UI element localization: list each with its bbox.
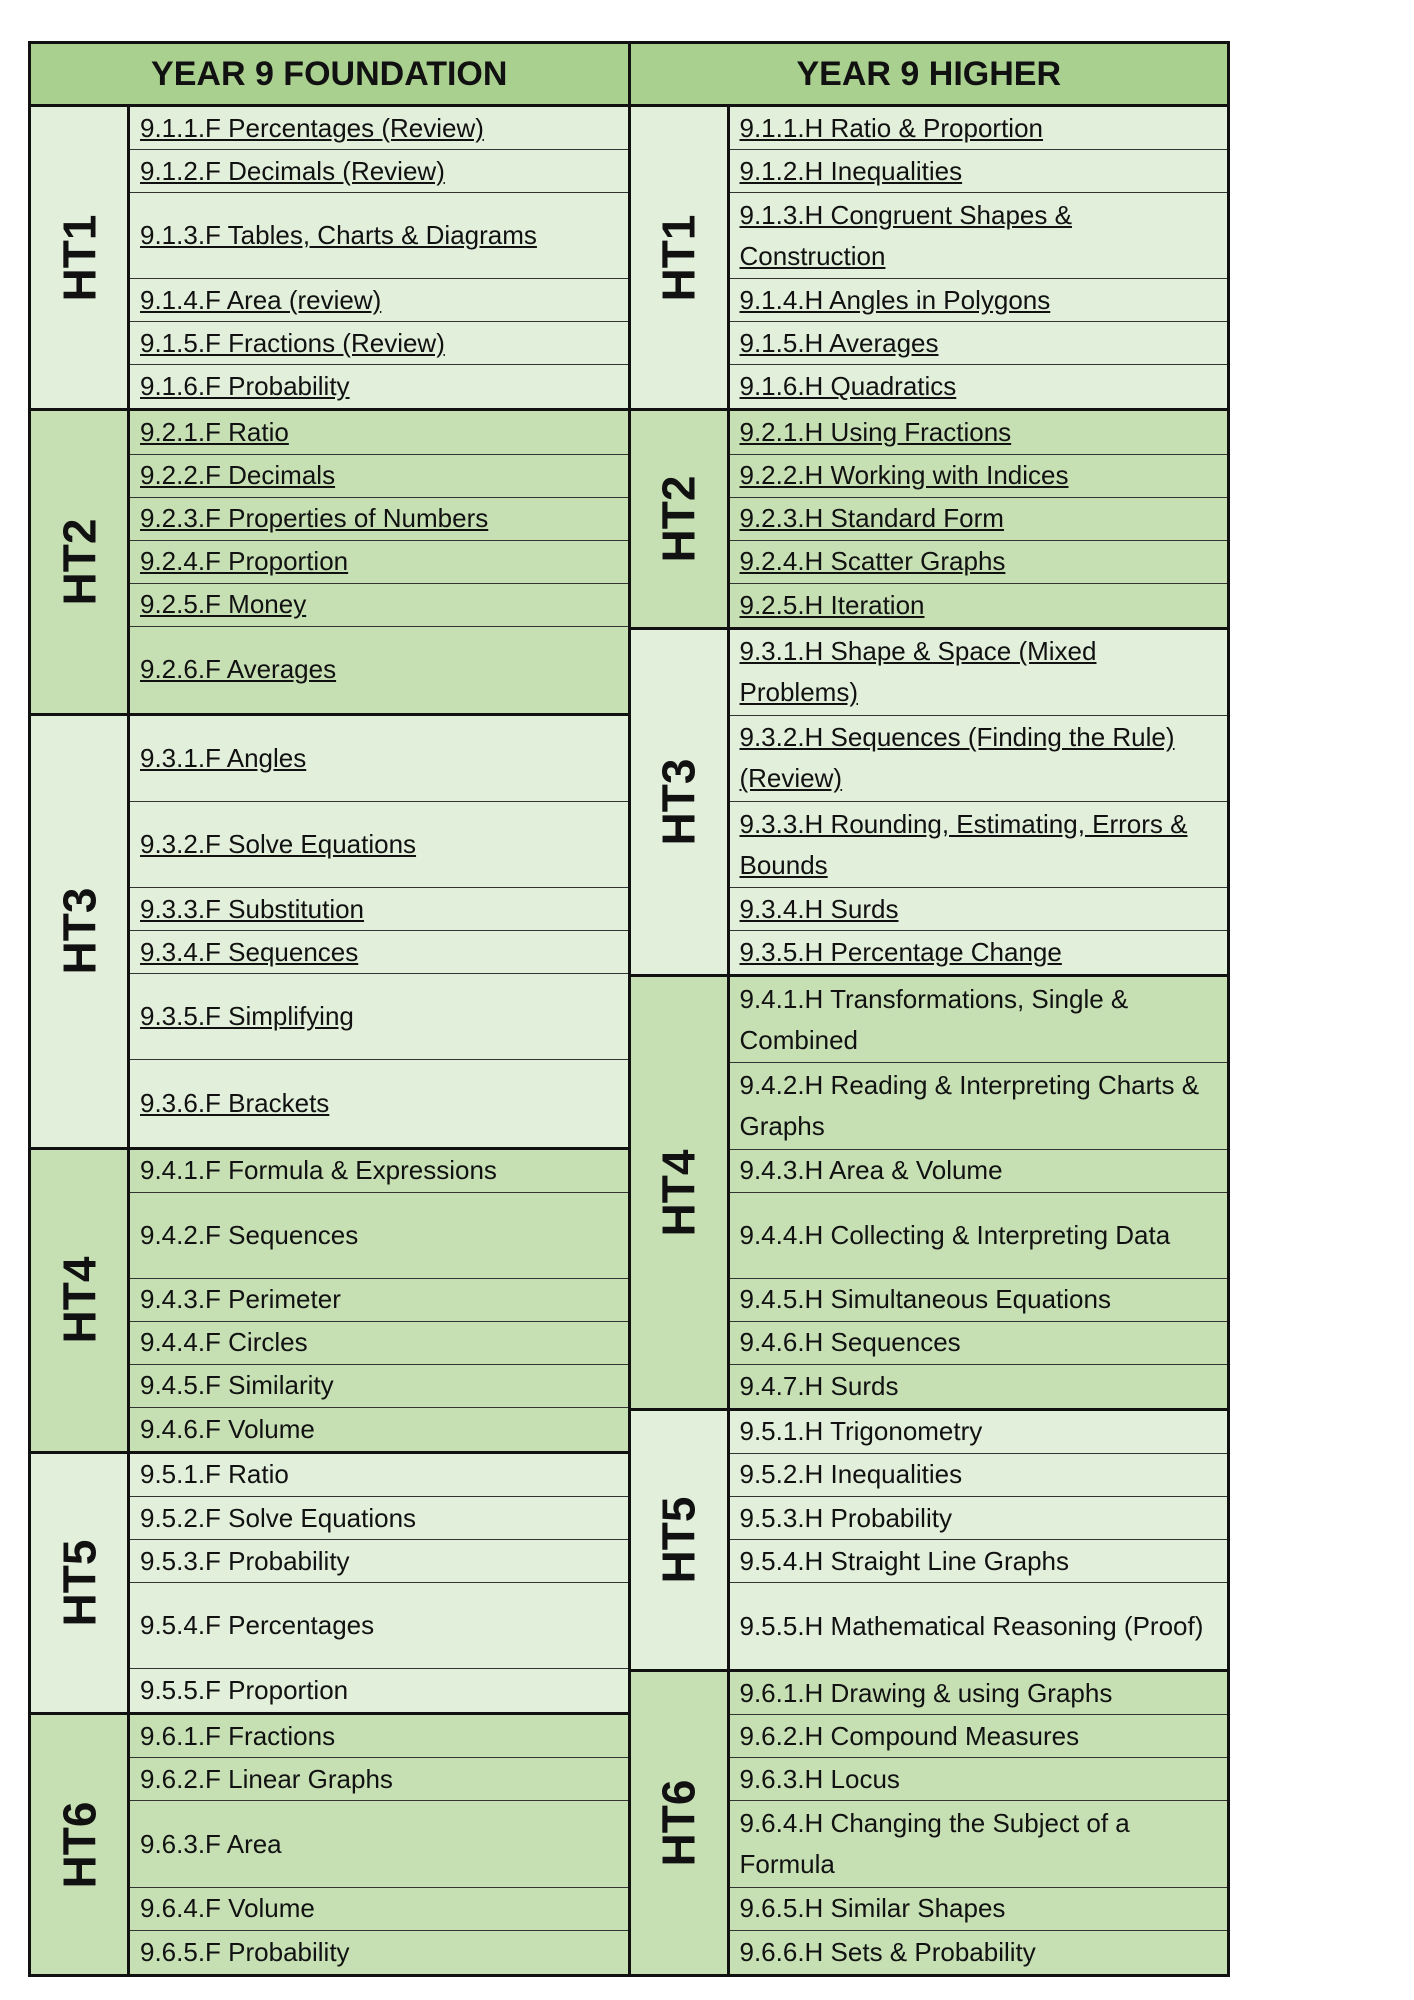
topic-link[interactable]: 9.2.4.F Proportion [140,546,349,577]
topic-row [130,888,628,931]
topic-row [730,365,1228,408]
topic-link[interactable]: 9.2.3.F Properties of Numbers [140,503,489,534]
topic-row [730,279,1228,322]
foundation-term-ht3 [31,716,628,1150]
topic-link[interactable]: 9.2.2.F Decimals [140,460,336,491]
higher-column [628,44,1228,1974]
topic-row [130,498,628,541]
topic-row [130,931,628,974]
topic-text: 9.5.2.F Solve Equations [140,1502,417,1533]
term-label: HT4 [652,1149,705,1237]
topic-link[interactable]: 9.1.2.H Inequalities [739,155,963,186]
topic-row [130,1322,628,1365]
topic-row [130,1583,628,1669]
topic-link[interactable]: 9.1.6.H Quadratics [739,371,957,402]
term-label: HT5 [53,1539,105,1627]
topic-text: 9.6.5.H Similar Shapes [739,1893,1006,1924]
topic-row [130,1408,628,1451]
topic-link[interactable]: 9.3.3.F Substitution [140,893,365,924]
topic-link[interactable]: 9.1.3.H Congruent Shapes & Construction [739,199,1072,271]
topic-row [130,1193,628,1279]
topic-row [130,1931,628,1974]
topic-link[interactable]: 9.2.6.F Averages [140,654,337,685]
topic-row [130,279,628,322]
topic-row [130,1150,628,1193]
topic-row [130,1365,628,1408]
term-label-cell [31,716,130,1147]
term-label-cell [31,1150,130,1451]
topic-text: 9.6.2.H Compound Measures [739,1720,1080,1751]
foundation-column [31,44,628,1974]
term-label: HT6 [53,1801,105,1888]
term-label-cell [631,1672,730,1973]
topic-row [730,1279,1228,1322]
topic-text: 9.5.3.F Probability [140,1545,350,1576]
topic-text: 9.6.4.F Volume [140,1893,315,1924]
topic-row [130,802,628,888]
higher-term-ht1 [631,107,1228,411]
topic-row [130,1801,628,1887]
topic-link[interactable]: 9.1.4.H Angles in Polygons [739,284,1051,315]
topic-row [730,1931,1228,1974]
topic-link[interactable]: 9.3.1.F Angles [140,742,307,773]
topic-text: 9.4.3.H Area & Volume [739,1155,1003,1186]
topic-row [130,1669,628,1712]
term-label-cell [31,107,130,408]
topic-link[interactable]: 9.1.4.F Area (review) [140,284,382,315]
topic-text: 9.4.6.F Volume [140,1413,315,1444]
topic-text: 9.4.7.H Surds [739,1370,899,1401]
term-label: HT2 [652,475,705,563]
topic-text: 9.5.2.H Inequalities [739,1459,963,1490]
term-label: HT2 [53,518,105,606]
term-label-cell [631,630,730,975]
topic-text: 9.4.4.H Collecting & Interpreting Data [739,1219,1171,1250]
term-label: HT3 [652,758,705,846]
topic-row [730,1193,1228,1279]
topic-row [130,974,628,1060]
topic-text: 9.5.4.H Straight Line Graphs [739,1545,1070,1576]
topic-row [730,411,1228,454]
topic-row [130,455,628,498]
topic-list [130,107,628,408]
topic-text: 9.5.4.F Percentages [140,1610,375,1641]
topic-row [730,1758,1228,1801]
topic-row [130,584,628,627]
topic-row [730,150,1228,193]
topic-row [130,627,628,713]
topic-row [730,1365,1228,1408]
topic-row [730,977,1228,1063]
term-label-cell [631,977,730,1408]
topic-row [730,1411,1228,1454]
topic-row [130,1497,628,1540]
topic-text: 9.6.1.F Fractions [140,1720,336,1751]
topic-row [130,1454,628,1497]
topic-text: 9.4.2.H Reading & Interpreting Charts & Graphs [739,1069,1200,1141]
topic-row [730,1888,1228,1931]
higher-term-ht4 [631,977,1228,1411]
term-label-cell [31,1715,130,1973]
topic-row [730,802,1228,888]
higher-term-ht3 [631,630,1228,978]
topic-link[interactable]: 9.3.4.F Sequences [140,936,359,967]
topic-list [730,630,1228,975]
topic-text: 9.6.6.H Sets & Probability [739,1936,1036,1967]
topic-row [730,1322,1228,1365]
topic-link[interactable]: 9.3.5.F Simplifying [140,1001,354,1032]
term-label: HT1 [53,214,105,302]
topic-link[interactable]: 9.1.6.F Probability [140,371,350,402]
term-label: HT6 [652,1779,705,1867]
topic-list [130,411,628,712]
topic-list [130,716,628,1147]
topic-link[interactable]: 9.2.5.F Money [140,589,307,620]
topic-row [130,1540,628,1583]
higher-term-ht2 [631,411,1228,629]
topic-link[interactable]: 9.1.2.F Decimals (Review) [140,155,445,186]
topic-text: 9.6.5.F Probability [140,1936,350,1967]
topic-link[interactable]: 9.1.5.F Fractions (Review) [140,327,445,358]
term-label: HT4 [53,1256,105,1344]
term-label-cell [631,411,730,626]
topic-row [130,716,628,802]
topic-link[interactable]: 9.2.4.H Scatter Graphs [739,546,1006,577]
topic-text: 9.5.1.F Ratio [140,1459,289,1490]
topic-list [730,1411,1228,1669]
topic-row [730,541,1228,584]
topic-text: 9.4.5.H Simultaneous Equations [739,1284,1111,1315]
topic-text: 9.6.3.F Area [140,1828,282,1859]
term-label-cell [31,411,130,712]
topic-row [730,1672,1228,1715]
topic-link[interactable]: 9.1.5.H Averages [739,327,939,358]
topic-list [730,977,1228,1408]
topic-text: 9.4.3.F Perimeter [140,1284,341,1315]
foundation-term-ht1 [31,107,628,411]
topic-row [730,1454,1228,1497]
topic-link[interactable]: 9.1.1.H Ratio & Proportion [739,112,1043,143]
topic-text: 9.4.2.F Sequences [140,1219,359,1250]
topic-row [130,1758,628,1801]
topic-link[interactable]: 9.2.5.H Iteration [739,589,925,620]
topic-link[interactable]: 9.3.3.H Rounding, Estimating, Errors & Bounds [739,808,1188,880]
topic-text: 9.6.1.H Drawing & using Graphs [739,1677,1113,1708]
topic-text: 9.4.1.F Formula & Expressions [140,1155,497,1186]
topic-row [730,498,1228,541]
topic-row [730,888,1228,931]
topic-row [730,1540,1228,1583]
term-label: HT5 [652,1496,705,1584]
topic-row [730,584,1228,627]
topic-row [730,1497,1228,1540]
topic-text: 9.4.5.F Similarity [140,1370,334,1401]
higher-term-ht6 [631,1672,1228,1973]
topic-row [730,107,1228,150]
topic-row [130,541,628,584]
topic-row [130,365,628,408]
topic-list [130,1715,628,1973]
term-label-cell [631,1411,730,1669]
topic-row [730,1063,1228,1149]
topic-row [730,455,1228,498]
topic-link[interactable]: 9.2.1.F Ratio [140,416,289,447]
topic-row [130,150,628,193]
term-label-cell [631,107,730,408]
topic-row [130,107,628,150]
topic-text: 9.4.1.H Transformations, Single & Combined [739,983,1129,1055]
foundation-term-ht2 [31,411,628,715]
topic-row [130,322,628,365]
topic-list [730,107,1228,408]
topic-list [730,411,1228,626]
topic-text: 9.5.1.H Trigonometry [739,1416,983,1447]
topic-link[interactable]: 9.2.2.H Working with Indices [739,460,1069,491]
topic-row [730,322,1228,365]
topic-row [730,193,1228,279]
topic-link[interactable]: 9.1.1.F Percentages (Review) [140,112,484,143]
foundation-header: YEAR 9 FOUNDATION [31,44,628,107]
topic-link[interactable]: 9.3.1.H Shape & Space (Mixed Problems) [739,636,1097,708]
topic-row [730,630,1228,716]
topic-row [130,193,628,279]
topic-text: 9.4.6.H Sequences [739,1327,961,1358]
topic-text: 9.5.5.F Proportion [140,1675,349,1706]
topic-link[interactable]: 9.3.2.H Sequences (Finding the Rule) (Review) [739,722,1175,794]
topic-row [130,1888,628,1931]
topic-row [730,931,1228,974]
scheme-of-work-table [28,41,1230,1977]
topic-list [130,1150,628,1451]
topic-text: 9.6.2.F Linear Graphs [140,1763,393,1794]
foundation-term-ht5 [31,1454,628,1715]
topic-link[interactable]: 9.1.3.F Tables, Charts & Diagrams [140,220,537,251]
topic-link[interactable]: 9.3.6.F Brackets [140,1087,330,1118]
topic-row [730,1583,1228,1669]
topic-list [130,1454,628,1712]
topic-link[interactable]: 9.2.3.H Standard Form [739,503,1004,534]
topic-row [730,716,1228,802]
topic-row [730,1150,1228,1193]
topic-row [730,1715,1228,1758]
topic-row [130,411,628,454]
topic-text: 9.6.4.H Changing the Subject of a Formula [739,1808,1130,1879]
topic-row [130,1715,628,1758]
topic-link[interactable]: 9.3.5.H Percentage Change [739,937,1062,968]
higher-header: YEAR 9 HIGHER [631,44,1228,107]
topic-text: 9.5.3.H Probability [739,1502,952,1533]
higher-term-ht5 [631,1411,1228,1672]
topic-list [730,1672,1228,1973]
term-label-cell [31,1454,130,1712]
topic-row [130,1060,628,1146]
topic-link[interactable]: 9.3.4.H Surds [739,893,899,924]
term-label: HT3 [53,887,105,975]
topic-text: 9.5.5.H Mathematical Reasoning (Proof) [739,1610,1204,1641]
topic-text: 9.6.3.H Locus [739,1763,900,1794]
foundation-term-ht4 [31,1150,628,1454]
term-label: HT1 [652,214,705,302]
topic-link[interactable]: 9.3.2.F Solve Equations [140,829,417,860]
topic-row [730,1801,1228,1887]
topic-text: 9.4.4.F Circles [140,1327,308,1358]
topic-link[interactable]: 9.2.1.H Using Fractions [739,416,1012,447]
foundation-term-ht6 [31,1715,628,1973]
topic-row [130,1279,628,1322]
